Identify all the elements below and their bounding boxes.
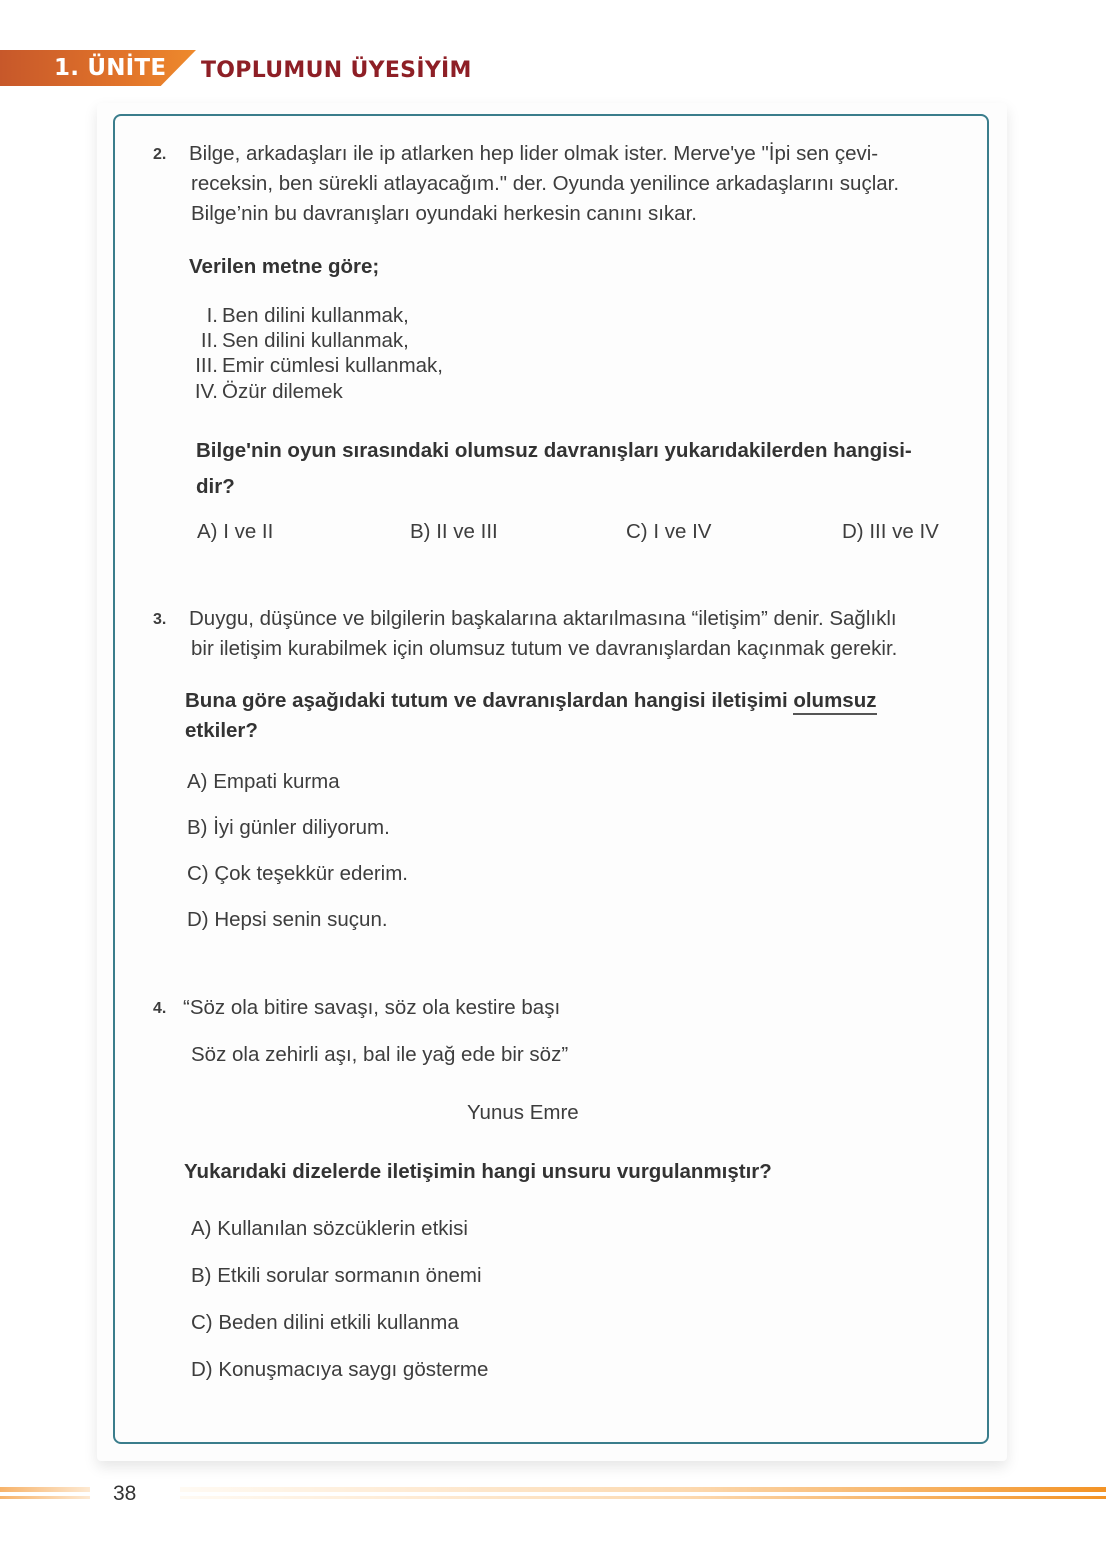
roman-numeral: II.: [200, 329, 218, 352]
roman-text: Özür dilemek: [222, 380, 343, 403]
unit-title: TOPLUMUN ÜYESİYİM: [201, 58, 472, 83]
roman-numeral: III.: [195, 354, 218, 377]
question-number: 3.: [153, 611, 167, 628]
question-stem-line: bir iletişim kurabilmek için olumsuz tutum ve davranışlardan kaçınmak gerekir.: [191, 637, 898, 660]
question-prompt: Bilge'nin oyun sırasındaki olumsuz davranışları yukarıdakilerden hangisi-: [196, 439, 912, 462]
option-a[interactable]: A) I ve II: [197, 520, 274, 543]
roman-text: Sen dilini kullanmak,: [222, 329, 409, 352]
option-d[interactable]: D) Hepsi senin suçun.: [187, 908, 388, 931]
question-stem-line: Bilge, arkadaşları ile ip atlarken hep lider olmak ister. Merve'ye "İpi sen çevi-: [189, 142, 879, 165]
question-prompt: dir?: [196, 475, 235, 498]
option-b[interactable]: B) Etkili sorular sormanın önemi: [191, 1264, 482, 1287]
verse-line: Söz ola zehirli aşı, bal ile yağ ede bir söz”: [191, 1043, 569, 1066]
option-d[interactable]: D) III ve IV: [842, 520, 939, 543]
footer-bar-left: [0, 1496, 90, 1499]
option-c[interactable]: C) Beden dilini etkili kullanma: [191, 1311, 459, 1334]
question-number: 2.: [153, 146, 167, 163]
question-stem-line: receksin, ben sürekli atlayacağım." der. Oyunda yenilince arkadaşlarını suçlar.: [191, 172, 900, 195]
page-number: 38: [113, 1482, 137, 1505]
roman-item: [188, 303, 409, 329]
roman-numeral: IV.: [194, 380, 218, 403]
roman-numeral: I.: [206, 304, 218, 327]
roman-text: Ben dilini kullanmak,: [222, 304, 409, 327]
question-lead: Verilen metne göre;: [189, 255, 380, 278]
question-prompt: [185, 686, 877, 716]
verse-line: “Söz ola bitire savaşı, söz ola kestire başı: [183, 996, 561, 1019]
roman-item: [188, 353, 443, 379]
footer-bar-right: [180, 1496, 1106, 1499]
roman-item: [188, 379, 343, 405]
option-b[interactable]: B) II ve III: [410, 520, 498, 543]
option-c[interactable]: C) Çok teşekkür ederim.: [187, 862, 409, 885]
footer-bar-left: [0, 1487, 90, 1492]
question-number: 4.: [153, 1000, 167, 1017]
unit-label: 1. ÜNİTE: [54, 55, 167, 81]
question-prompt: etkiler?: [185, 719, 258, 742]
roman-text: Emir cümlesi kullanmak,: [222, 354, 443, 377]
verse-author: Yunus Emre: [467, 1101, 579, 1124]
option-a[interactable]: A) Empati kurma: [187, 770, 340, 793]
underlined-keyword: olumsuz: [793, 689, 876, 715]
footer-bar-right: [180, 1487, 1106, 1492]
question-stem-line: Bilge’nin bu davranışları oyundaki herkesin canını sıkar.: [191, 202, 697, 225]
question-stem-line: Duygu, düşünce ve bilgilerin başkalarına aktarılmasına “iletişim” denir. Sağlıklı: [189, 607, 897, 630]
option-c[interactable]: C) I ve IV: [626, 520, 712, 543]
option-a[interactable]: A) Kullanılan sözcüklerin etkisi: [191, 1217, 468, 1240]
option-b[interactable]: B) İyi günler diliyorum.: [187, 816, 390, 839]
prompt-text: Buna göre aşağıdaki tutum ve davranışlardan hangisi iletişimi: [185, 689, 794, 712]
question-prompt: Yukarıdaki dizelerde iletişimin hangi unsuru vurgulanmıştır?: [184, 1160, 772, 1183]
roman-item: [188, 328, 409, 354]
option-d[interactable]: D) Konuşmacıya saygı gösterme: [191, 1358, 489, 1381]
